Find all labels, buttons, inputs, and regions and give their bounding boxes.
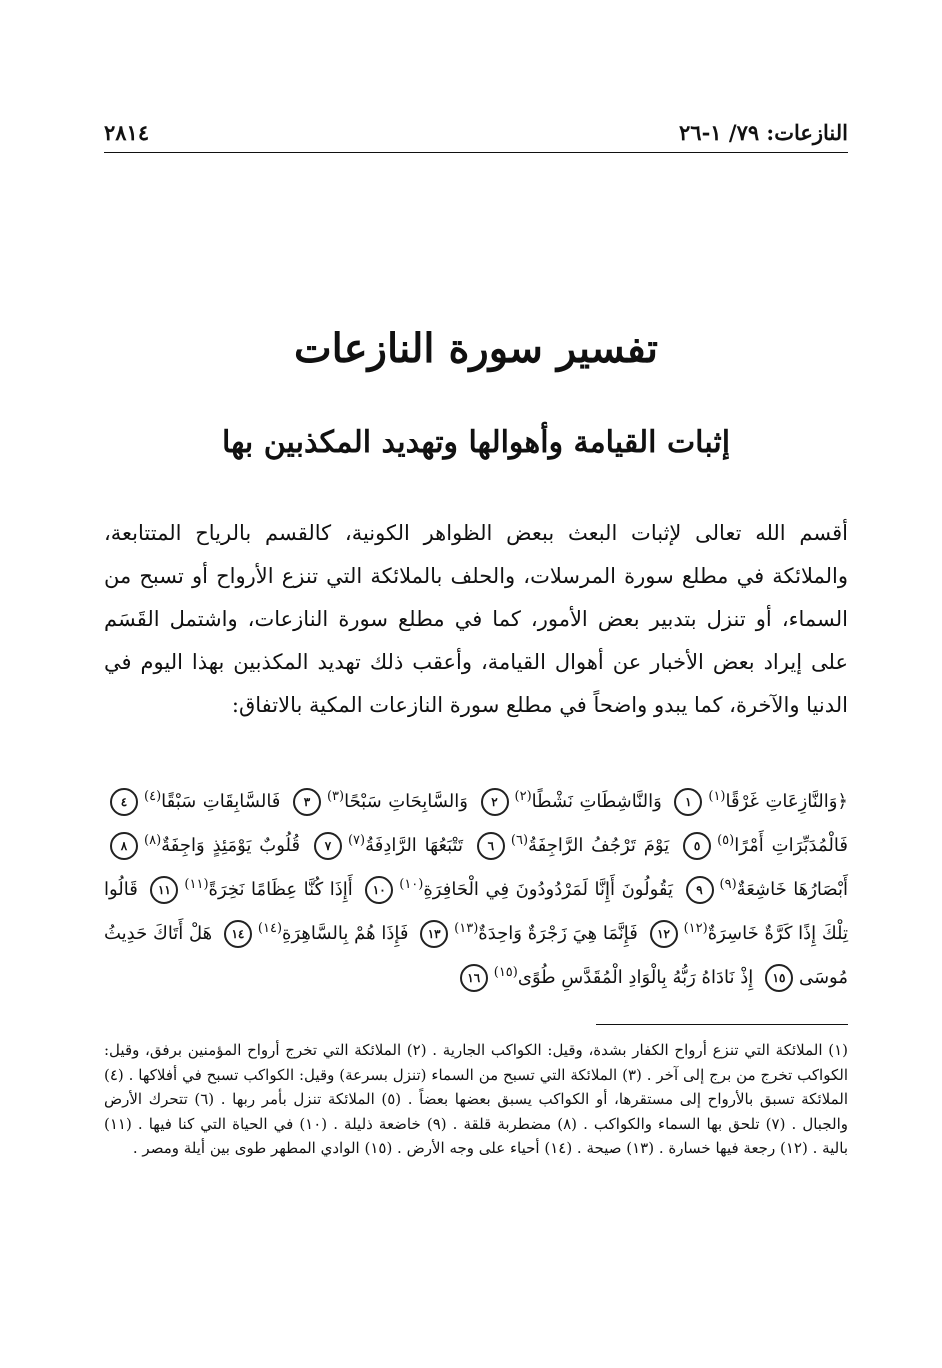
footnote-ref: (١) <box>708 789 726 804</box>
aya-number-marker: ١٢ <box>650 920 678 948</box>
footnote-ref: (١٥) <box>493 965 518 980</box>
aya-text: وَالنَّازِعَاتِ غَرْقًا <box>725 791 838 812</box>
aya-number-marker: ٧ <box>314 832 342 860</box>
aya-text: فَالْمُدَبِّرَاتِ أَمْرًا <box>734 835 848 856</box>
aya-text: تَتْبَعُهَا الرَّادِفَةُ <box>365 835 463 856</box>
aya-text: فَإِنَّمَا هِيَ زَجْرَةٌ وَاحِدَةٌ <box>478 923 638 944</box>
footnote-ref: (١١) <box>184 877 209 892</box>
aya-number-marker: ٤ <box>110 788 138 816</box>
aya-text: وَالسَّابِحَاتِ سَبْحًا <box>344 791 468 812</box>
aya-text: فَالسَّابِقَاتِ سَبْقًا <box>161 791 281 812</box>
footnote-ref: (٥) <box>717 833 735 848</box>
surah-title: تفسير سورة النازعات <box>293 325 659 372</box>
footnote-ref: (٨) <box>144 833 162 848</box>
intro-paragraph: أقسم الله تعالى لإثبات البعث ببعض الظواهر الكونية، كالقسم بالرياح المتتابعة، والملائكة في مطلع سورة المرسلات، والحلف بالملائكة التي تنزع الأرواح أو تسبح من السماء، أو تنزل بتدبير بعض الأمور، كما في مطلع سورة النازعات، واشتمل القَسَم على إيراد بعض الأخبار عن أهوال القيامة، وأعقب ذلك تهديد المكذبين بهذا اليوم في الدنيا والآخرة، كما يبدو واضحاً في مطلع سورة النازعات المكية بالاتفاق: <box>104 521 848 717</box>
aya-number-marker: ١٠ <box>365 876 393 904</box>
aya-number-marker: ٥ <box>683 832 711 860</box>
footnotes: (١) الملائكة التي تنزع أرواح الكفار بشدة، وقيل: الكواكب الجارية . (٢) الملائكة التي تخرج أرواح المؤمنين برفق، وقيل: الكواكب تخرج من برج إلى آخر . (٣) الملائكة التي تسبح من السماء (تنزل بسرعة) وقيل: الكواكب تسبح في أفلاكها . (٤) الملائكة تسبق بالأرواح إلى مستقرها، أو الكواكب يسبق بعضها بعضاً . (٥) الملائكة تنزل بأمر ربها . (٦) تتحرك الأرض والجبال . (٧) تلحق بها السماء والكواكب . (٨) مضطربة قلقة . (٩) خاضعة ذليلة . (١٠) في الحياة التي كنا فيها . (١١) بالية . (١٢) رجعة فيها خسارة . (١٣) صيحة . (١٤) أحياء على وجه الأرض . (١٥) الوادي المطهر طوى بين أيلة ومصر . <box>104 1041 849 1157</box>
aya-number-marker: ١ <box>674 788 702 816</box>
aya-text: أَإِذَا كُنَّا عِظَامًا نَخِرَةً <box>208 879 353 900</box>
footnote-ref: (٢) <box>514 789 532 804</box>
footnote-ref: (١٣) <box>454 921 479 936</box>
aya-text: وَالنَّاشِطَاتِ نَشْطًا <box>531 791 662 812</box>
aya-number-marker: ٣ <box>293 788 321 816</box>
aya-number-marker: ١١ <box>150 876 178 904</box>
aya-number-marker: ١٤ <box>224 920 252 948</box>
aya-number-marker: ٦ <box>477 832 505 860</box>
section-title: إثبات القيامة وأهوالها وتهديد المكذبين بها <box>221 425 731 460</box>
aya-text: هَلْ أَتَاكَ حَدِيثُ مُوسَى <box>104 923 848 988</box>
aya-number-marker: ٢ <box>481 788 509 816</box>
footnote-ref: (٩) <box>719 877 737 892</box>
footnote-ref: (٤) <box>144 789 162 804</box>
footnote-ref: (١٠) <box>399 877 424 892</box>
footnote-ref: (٣) <box>326 789 345 804</box>
aya-text: يَقُولُونَ أَإِنَّا لَمَرْدُودُونَ فِي الْحَافِرَةِ <box>423 879 673 900</box>
aya-number-marker: ٨ <box>110 832 138 860</box>
book-page <box>104 100 848 1300</box>
header-rule <box>104 152 848 153</box>
aya-text: أَبْصَارُهَا خَاشِعَةٌ <box>736 879 848 900</box>
page-number: ٢٨١٤ <box>104 119 150 145</box>
aya-number-marker: ١٥ <box>765 964 793 992</box>
aya-number-marker: ١٦ <box>460 964 488 992</box>
aya-number-marker: ١٣ <box>420 920 448 948</box>
aya-text: يَوْمَ تَرْجُفُ الرَّاجِفَةُ <box>528 835 670 856</box>
aya-text: قَالُوا تِلْكَ إِذًا كَرَّةٌ خَاسِرَةٌ <box>104 879 848 944</box>
aya-number-marker: ٩ <box>686 876 714 904</box>
footnote-ref: (١٢) <box>683 921 708 936</box>
footnote-ref: (٧) <box>347 833 366 848</box>
footnote-ref: (٦) <box>510 833 529 848</box>
quran-open-bracket: ﴿ <box>837 791 848 812</box>
quran-verses <box>104 780 848 1000</box>
aya-text: إِذْ نَادَاهُ رَبُّهُ بِالْوَادِ الْمُقَدَّسِ طُوًى <box>517 967 754 988</box>
surah-reference: النازعات: ٧٩/ ١-٢٦ <box>679 119 848 145</box>
aya-text: فَإِذَا هُمْ بِالسَّاهِرَةِ <box>282 923 409 944</box>
aya-text: قُلُوبٌ يَوْمَئِذٍ وَاجِفَةٌ <box>161 835 301 856</box>
running-header <box>104 114 848 150</box>
footnote-ref: (١٤) <box>257 921 283 936</box>
footnote-rule <box>596 1024 848 1025</box>
